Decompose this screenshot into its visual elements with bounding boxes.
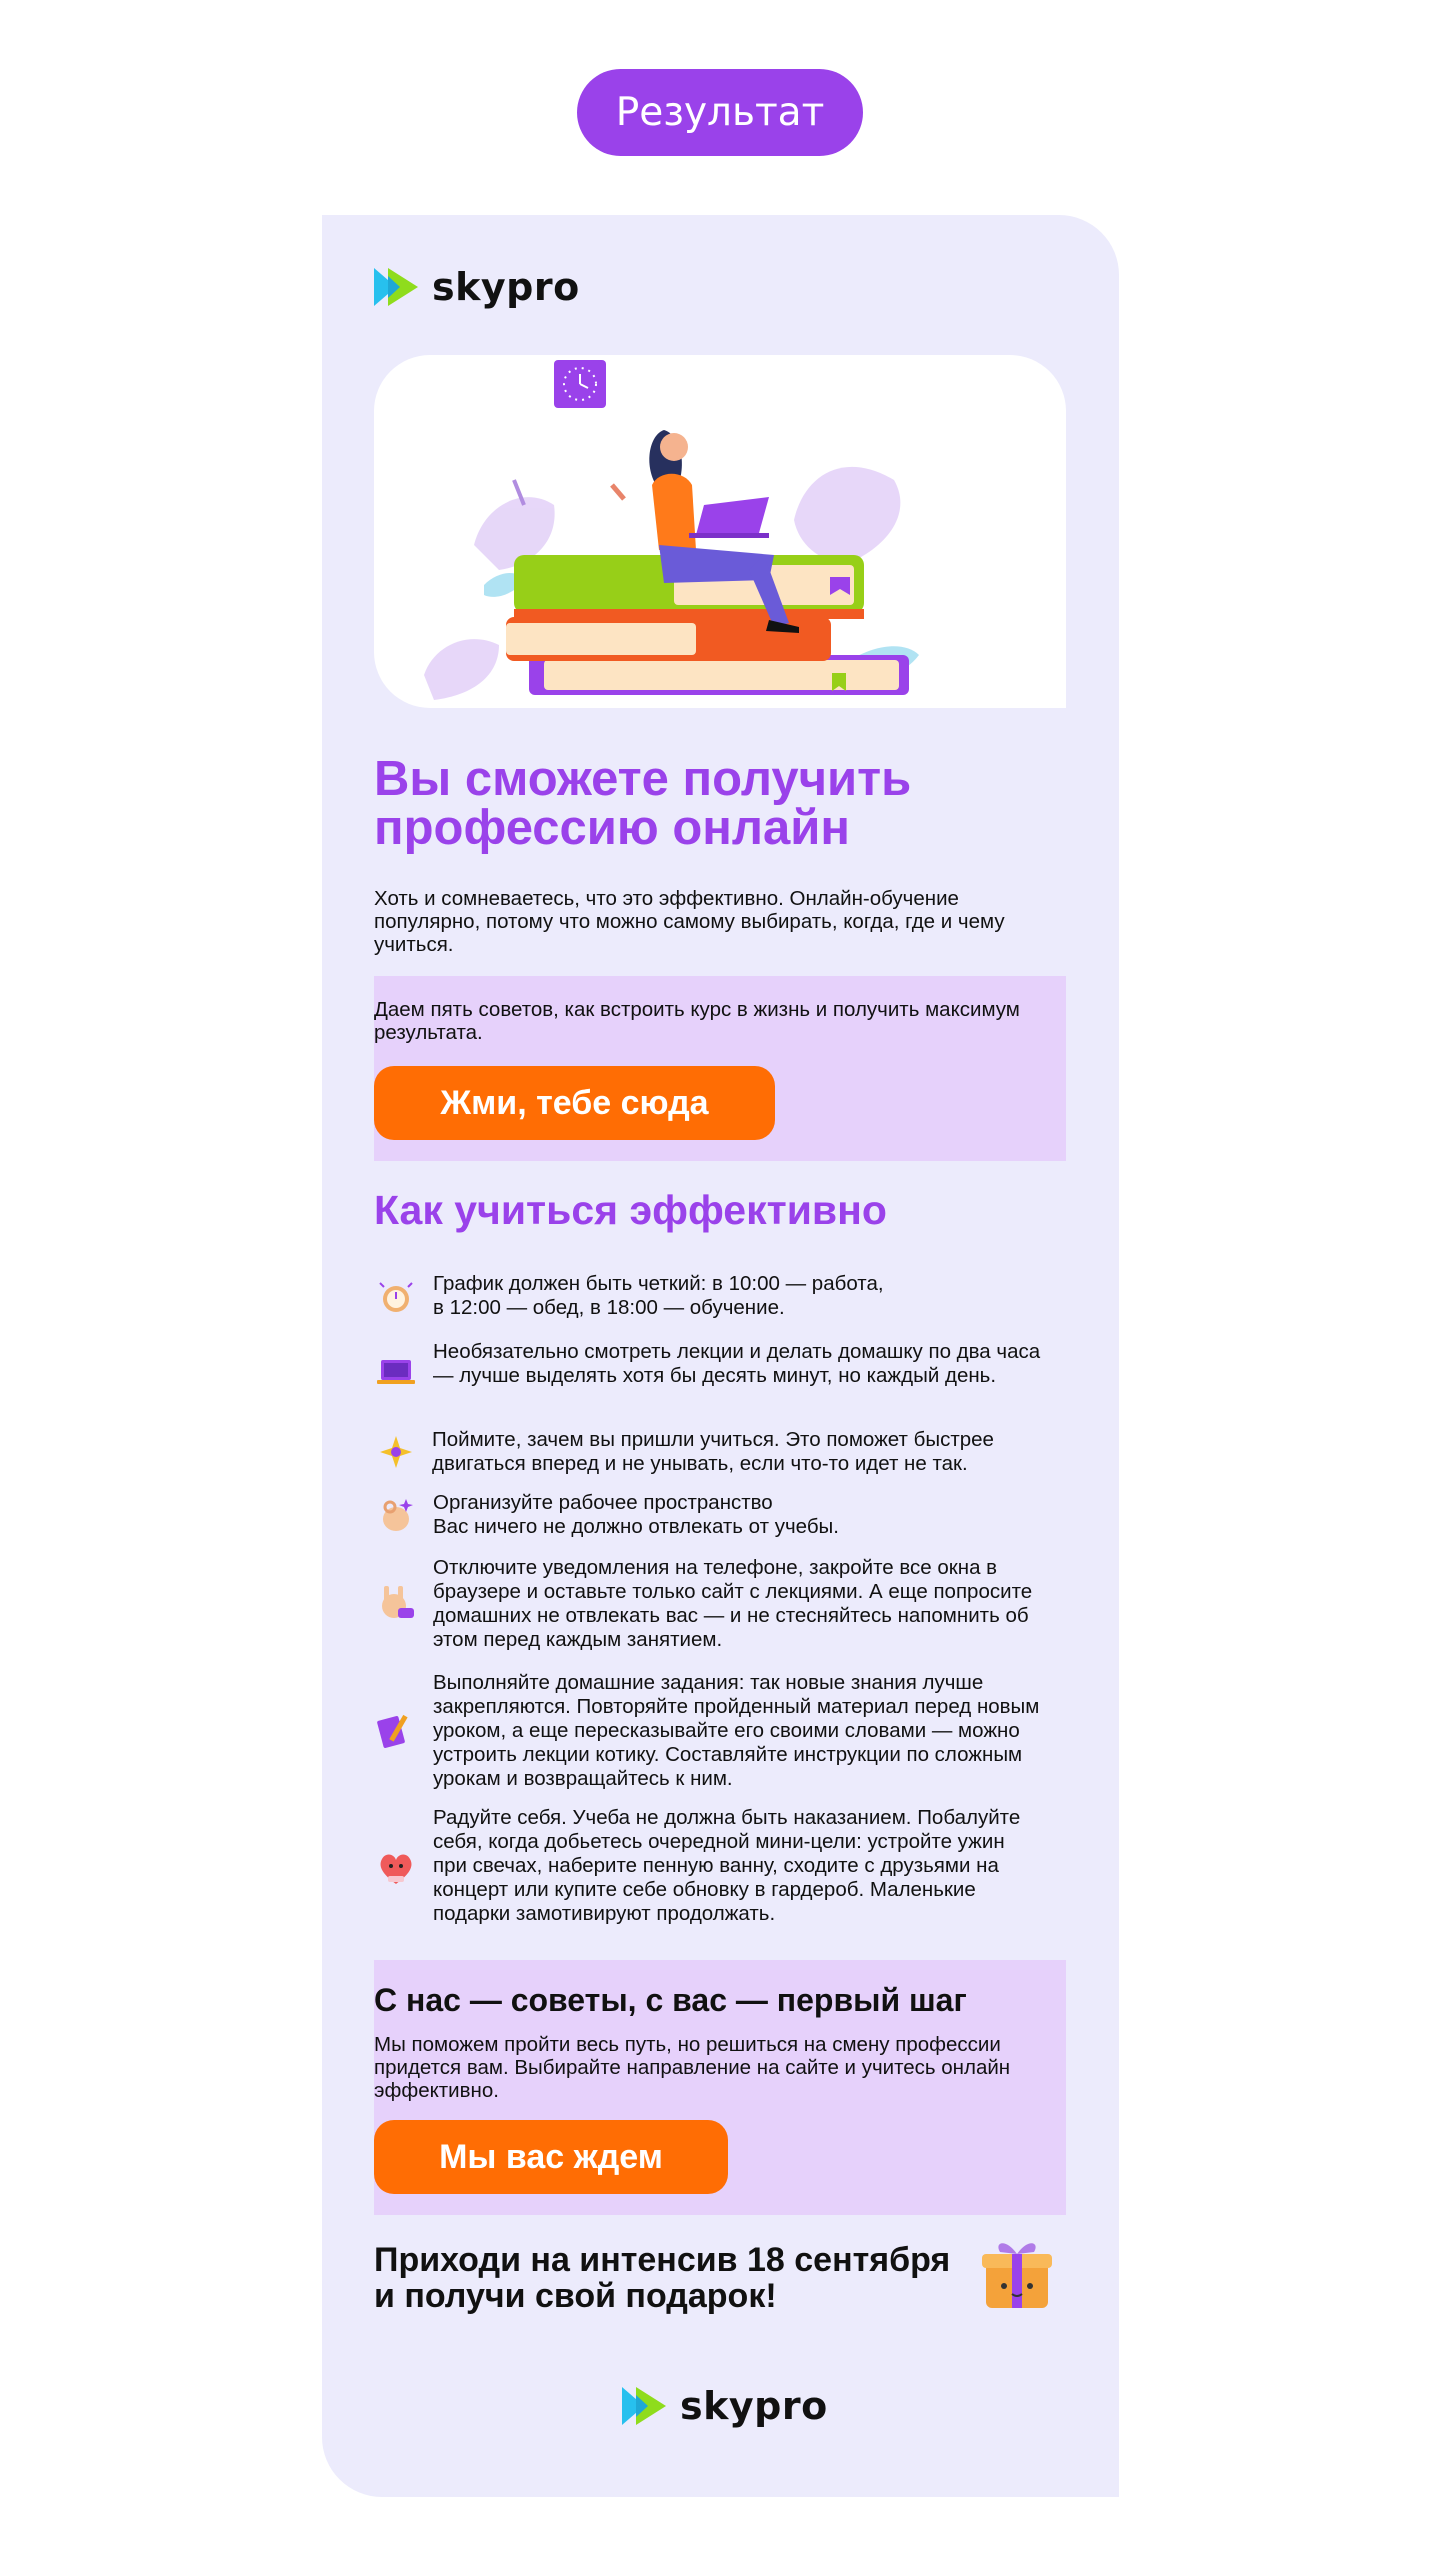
result-pill: Результат [577,69,863,156]
hero-illustration [374,355,1066,708]
tip-item: Радуйте себя. Учеба не должна быть наказанием. Побалуйте себя, когда добьетесь очередной мини-цели: устройте ужин при свечах, наберите пенную ванну, сходите с друзьями на концерт или купите себе обновку в гардероб. Маленькие подарки замотивируют продолжать. [433,1806,1021,1925]
rock-hand-icon [374,1580,418,1624]
clock-character-icon [374,1275,418,1319]
eraser-icon [612,485,624,499]
brand-play-icon [622,2385,668,2427]
tip-item: График должен быть четкий: в 10:00 — работа, в 12:00 — обед, в 18:00 — обучение. [433,1272,884,1319]
cta2-text: Мы поможем пройти весь путь, но решиться на смену профессии придется вам. Выбирайте направление на сайте и учитесь онлайн эффективно. [374,2033,1011,2102]
gift-box-icon [976,2230,1058,2314]
tip-item: Поймите, зачем вы пришли учиться. Это поможет быстрее двигаться вперед и не унывать, если что-то идет не так. [432,1428,994,1475]
laptop-icon [374,1350,418,1394]
brand-logo-bottom[interactable] [622,2384,828,2428]
brand-play-icon [374,266,420,308]
intro-text: Хоть и сомневаетесь, что это эффективно. Онлайн-обучение популярно, потому что можно самому выбирать, когда, где и чему учиться. [374,887,1005,956]
notebook-pencil-icon [374,1708,418,1752]
brand-name: skypro [432,265,580,309]
hero-title: Вы сможете получить профессию онлайн [374,752,912,855]
tip-item: Необязательно смотреть лекции и делать домашку по два часа — лучше выделять хотя бы десять минут, но каждый день. [433,1340,1041,1387]
promo-text: Приходи на интенсив 18 сентября и получи свой подарок! [374,2241,951,2315]
cta1-button[interactable]: Жми, тебе сюда [374,1066,775,1140]
tip-item: Отключите уведомления на телефоне, закройте все окна в браузере и оставьте только сайт с лекциями. А еще попросите домашних не отвлекать вас — и не стесняйтесь напомнить об этом перед каждым занятием. [433,1556,1033,1651]
brand-name: skypro [680,2384,828,2428]
cta2-button[interactable]: Мы вас ждем [374,2120,728,2194]
brand-logo-top[interactable] [374,265,580,309]
ok-hand-icon [374,1493,418,1537]
wall-clock [554,360,606,408]
tip-item: Организуйте рабочее пространство Вас ничего не должно отвлекать от учебы. [433,1491,839,1538]
sparkle-icon [374,1430,418,1474]
tip-item: Выполняйте домашние задания: так новые знания лучше закрепляются. Повторяйте пройденный материал перед новым уроком, а еще пересказывайте его своими словами — можно устроить лекции котику. Составляйте инструкции по сложным урокам и возвращайтесь к ним. [433,1671,1040,1790]
heart-character-icon [374,1846,418,1890]
tips-heading: Как учиться эффективно [374,1187,887,1233]
cta1-text: Даем пять советов, как встроить курс в жизнь и получить максимум результата. [374,998,1020,1044]
cta2-heading: С нас — советы, с вас — первый шаг [374,1982,967,2018]
